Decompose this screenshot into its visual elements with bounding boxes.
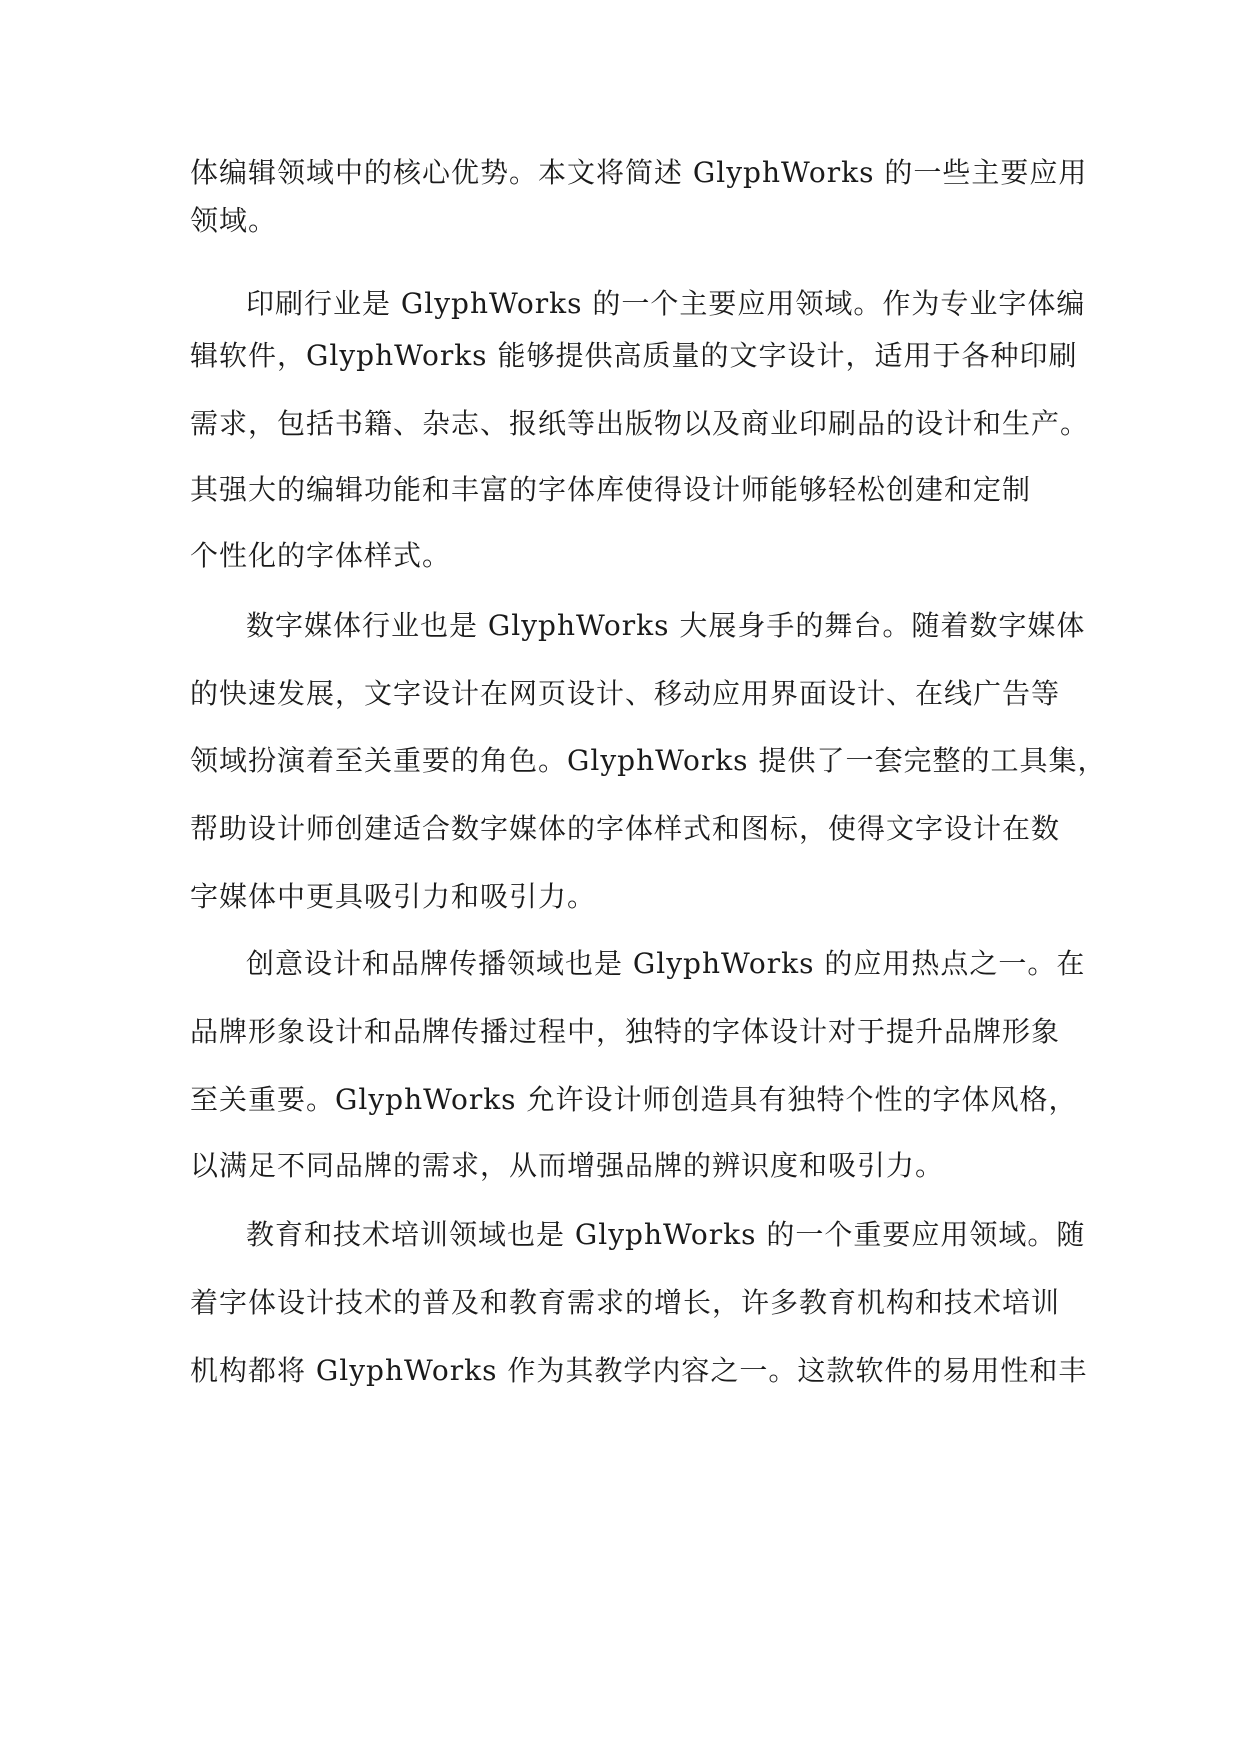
text-line: 以满足不同品牌的需求，从而增强品牌的辨识度和吸引力。 (190, 1149, 945, 1182)
text-line: 辑软件，GlyphWorks 能够提供高质量的文字设计，适用于各种印刷 (190, 339, 1078, 372)
text-line: 需求，包括书籍、杂志、报纸等出版物以及商业印刷品的设计和生产。 (190, 407, 1090, 440)
text-line: 字媒体中更具吸引力和吸引力。 (190, 880, 597, 913)
text-line: 至关重要。GlyphWorks 允许设计师创造具有独特个性的字体风格， (190, 1083, 1078, 1116)
paragraph-first-line: 数字媒体行业也是 GlyphWorks 大展身手的舞台。随着数字媒体 (246, 609, 1086, 642)
text-line: 领域扮演着至关重要的角色。GlyphWorks 提供了一套完整的工具集， (190, 744, 1107, 777)
paragraph-first-line: 印刷行业是 GlyphWorks 的一个主要应用领域。作为专业字体编 (246, 287, 1086, 320)
text-line: 机构都将 GlyphWorks 作为其教学内容之一。这款软件的易用性和丰 (190, 1354, 1088, 1387)
text-line: 品牌形象设计和品牌传播过程中，独特的字体设计对于提升品牌形象 (190, 1015, 1061, 1048)
text-line: 体编辑领域中的核心优势。本文将简述 GlyphWorks 的一些主要应用 (190, 156, 1088, 189)
text-line: 个性化的字体样式。 (190, 539, 452, 572)
text-line: 其强大的编辑功能和丰富的字体库使得设计师能够轻松创建和定制 (190, 473, 1032, 506)
text-line: 领域。 (190, 204, 278, 237)
text-line: 的快速发展，文字设计在网页设计、移动应用界面设计、在线广告等 (190, 677, 1061, 710)
text-line: 着字体设计技术的普及和教育需求的增长，许多教育机构和技术培训 (190, 1286, 1061, 1319)
paragraph-first-line: 创意设计和品牌传播领域也是 GlyphWorks 的应用热点之一。在 (246, 947, 1086, 980)
paragraph-first-line: 教育和技术培训领域也是 GlyphWorks 的一个重要应用领域。随 (246, 1218, 1086, 1251)
text-line: 帮助设计师创建适合数字媒体的字体样式和图标，使得文字设计在数 (190, 812, 1061, 845)
